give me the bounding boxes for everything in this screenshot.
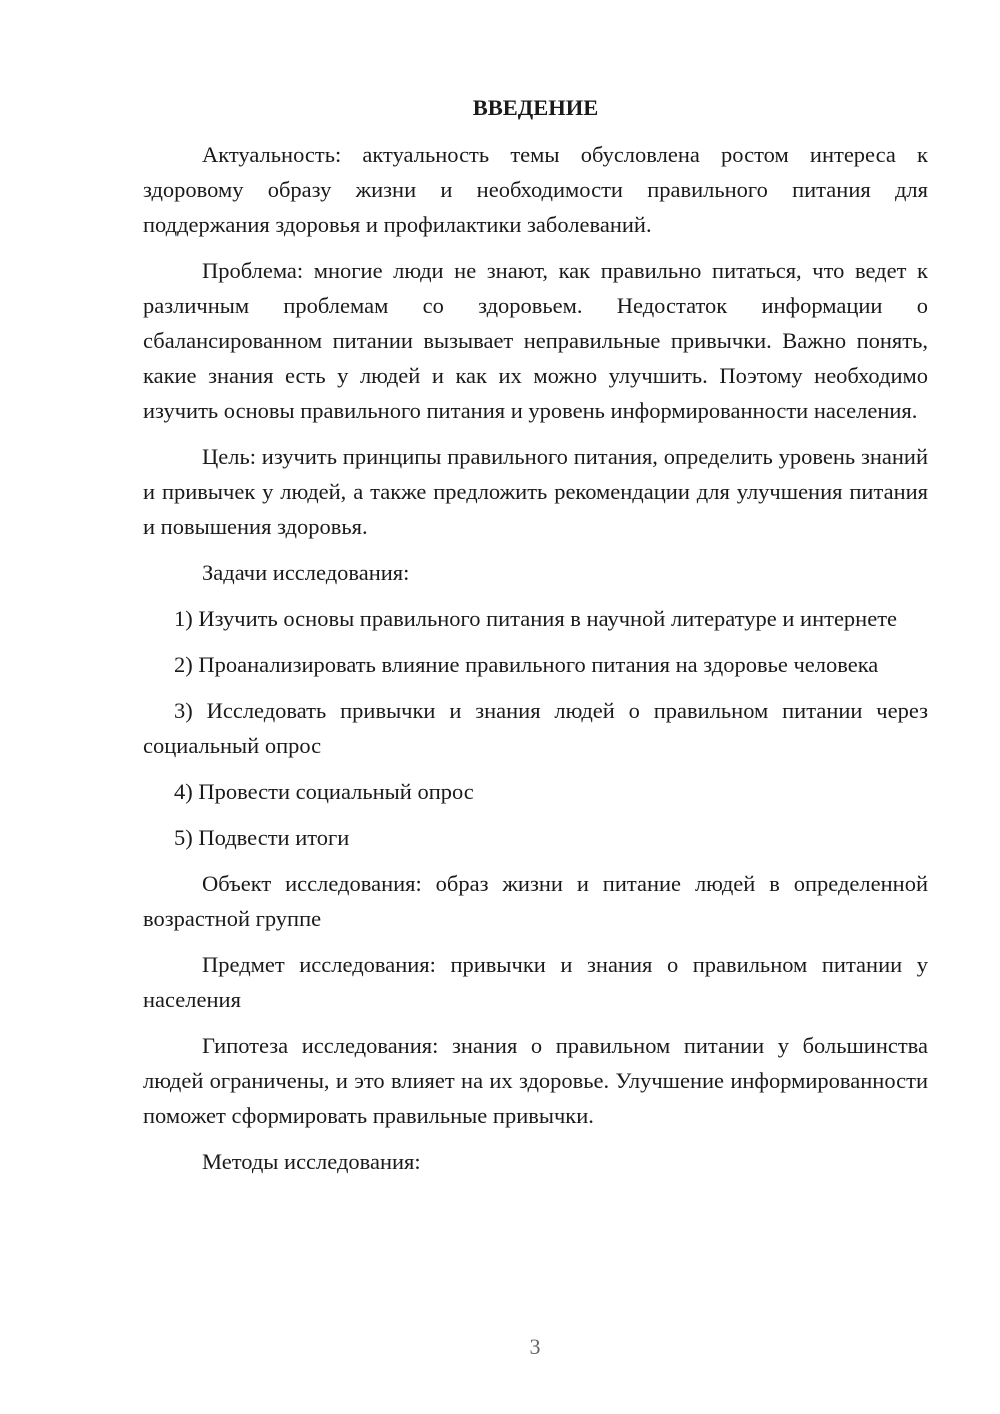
problem-paragraph: Проблема: многие люди не знают, как правильно питаться, что ведет к различным проблемам со здоровьем. Недостаток информации о сбалансированном питании вызывает неправильные привычки. Важно понять, какие знания есть у людей и как их можно улучшить. Поэтому необходимо изучить основы правильного питания и уровень информированности населения.: [143, 258, 928, 423]
relevance-paragraph: Актуальность: актуальность темы обусловлена ростом интереса к здоровому образу жизни и необходимости правильного питания для поддержания здоровья и профилактики заболеваний.: [143, 142, 928, 237]
methods-title: Методы исследования:: [202, 1149, 421, 1174]
object-paragraph: Объект исследования: образ жизни и питание людей в определенной возрастной группе: [143, 871, 928, 931]
task-item-3: 3) Исследовать привычки и знания людей о правильном питании через социальный опрос: [143, 698, 928, 758]
hypothesis-paragraph: Гипотеза исследования: знания о правильном питании у большинства людей ограничены, и это влияет на их здоровье. Улучшение информированности поможет сформировать правильные привычки.: [143, 1033, 928, 1128]
task-item-1: 1) Изучить основы правильного питания в научной литературе и интернете: [174, 606, 898, 631]
task-item-2: 2) Проанализировать влияние правильного питания на здоровье человека: [174, 652, 879, 677]
tasks-title: Задачи исследования:: [202, 560, 410, 585]
subject-paragraph: Предмет исследования: привычки и знания о правильном питании у населения: [143, 952, 928, 1012]
task-item-4: 4) Провести социальный опрос: [174, 779, 474, 804]
section-heading: ВВЕДЕНИЕ: [472, 95, 599, 120]
task-item-5: 5) Подвести итоги: [174, 825, 350, 850]
page-body: [143, 90, 928, 1190]
page-number: 3: [529, 1334, 541, 1359]
goal-paragraph: Цель: изучить принципы правильного питания, определить уровень знаний и привычек у людей, а также предложить рекомендации для улучшения питания и повышения здоровья.: [143, 444, 928, 539]
